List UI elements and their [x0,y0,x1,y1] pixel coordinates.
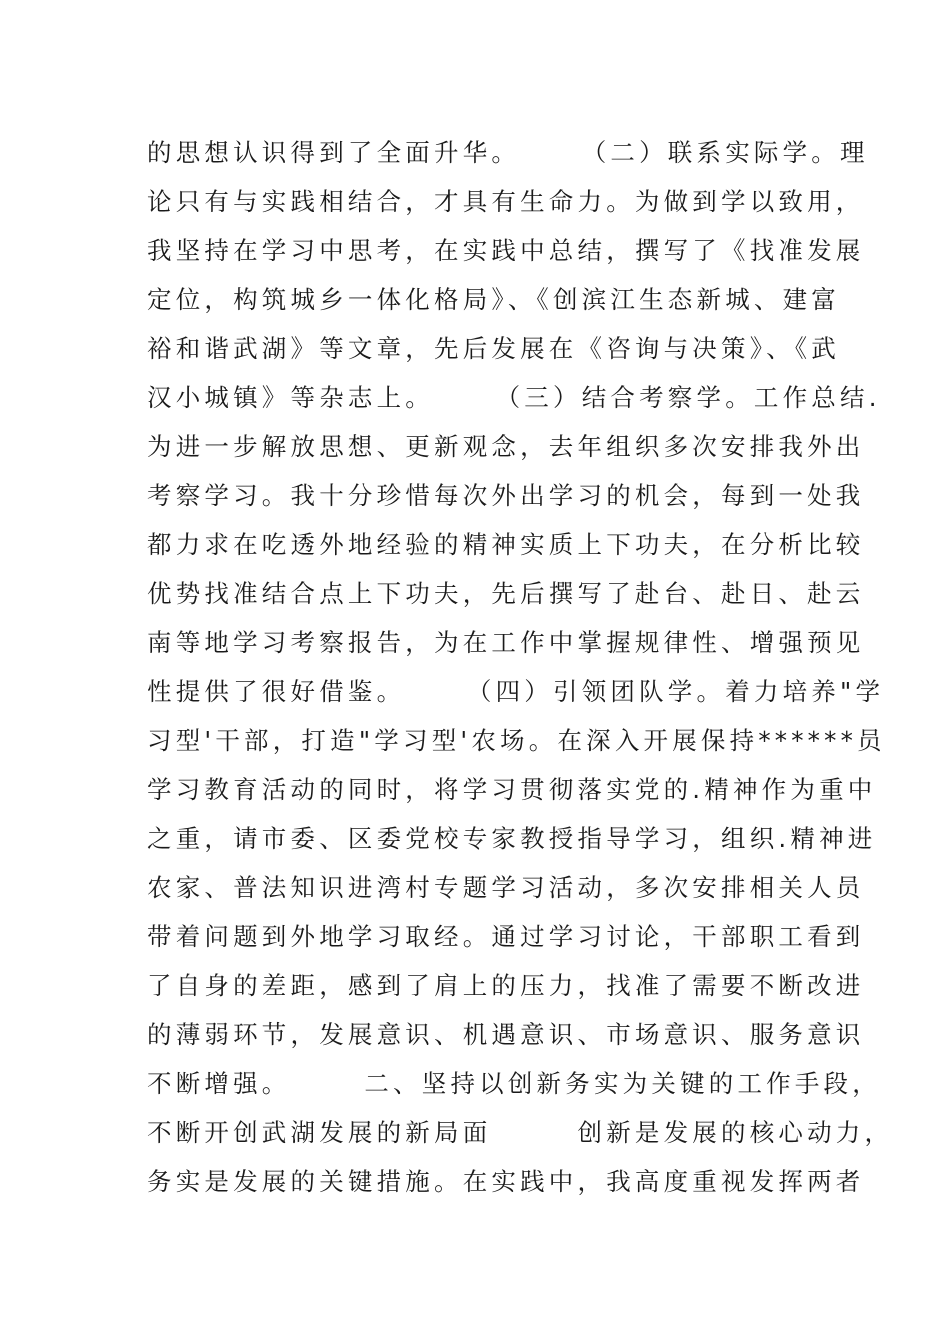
text-line: 不断开创武湖发展的新局面 创新是发展的核心动力， [147,1118,894,1147]
text-line: 定位，构筑城乡一体化格局》、《创滨江生态新城、建富 [147,285,840,314]
text-line: 裕和谐武湖》等文章，先后发展在《咨询与决策》、《武 [147,334,840,363]
text-line: 都力求在吃透外地经验的精神实质上下功夫，在分析比较 [147,530,865,559]
text-line: 的思想认识得到了全面升华。 （二）联系实际学。理 [147,138,869,167]
text-line: 优势找准结合点上下功夫，先后撰写了赴台、赴日、赴云 [147,579,865,608]
body-text [147,128,894,1206]
text-line: 汉小城镇》等杂志上。 （三）结合考察学。工作总结. [147,383,881,412]
text-line: 带着问题到外地学习取经。通过学习讨论，干部职工看到 [147,922,865,951]
text-line: 性提供了很好借鉴。 （四）引领团队学。着力培养"学 [147,677,885,706]
text-line: 论只有与实践相结合，才具有生命力。为做到学以致用， [147,187,865,216]
text-line: 我坚持在学习中思考，在实践中总结，撰写了《找准发展 [147,236,865,265]
text-line: 务实是发展的关键措施。在实践中，我高度重视发挥两者 [147,1167,865,1196]
text-line: 不断增强。 二、坚持以创新务实为关键的工作手段， [147,1069,881,1098]
text-line: 考察学习。我十分珍惜每次外出学习的机会，每到一处我 [147,481,865,510]
text-line: 习型'干部，打造"学习型'农场。在深入开展保持******员 [147,726,886,755]
text-line: 的薄弱环节，发展意识、机遇意识、市场意识、服务意识 [147,1020,865,1049]
text-line: 农家、普法知识进湾村专题学习活动，多次安排相关人员 [147,873,865,902]
text-line: 南等地学习考察报告，为在工作中掌握规律性、增强预见 [147,628,865,657]
text-line: 之重，请市委、区委党校专家教授指导学习，组织.精神进 [147,824,877,853]
text-line: 为进一步解放思想、更新观念，去年组织多次安排我外出 [147,432,865,461]
text-line: 学习教育活动的同时，将学习贯彻落实党的.精神作为重中 [147,775,877,804]
text-line: 了自身的差距，感到了肩上的压力，找准了需要不断改进 [147,971,865,1000]
